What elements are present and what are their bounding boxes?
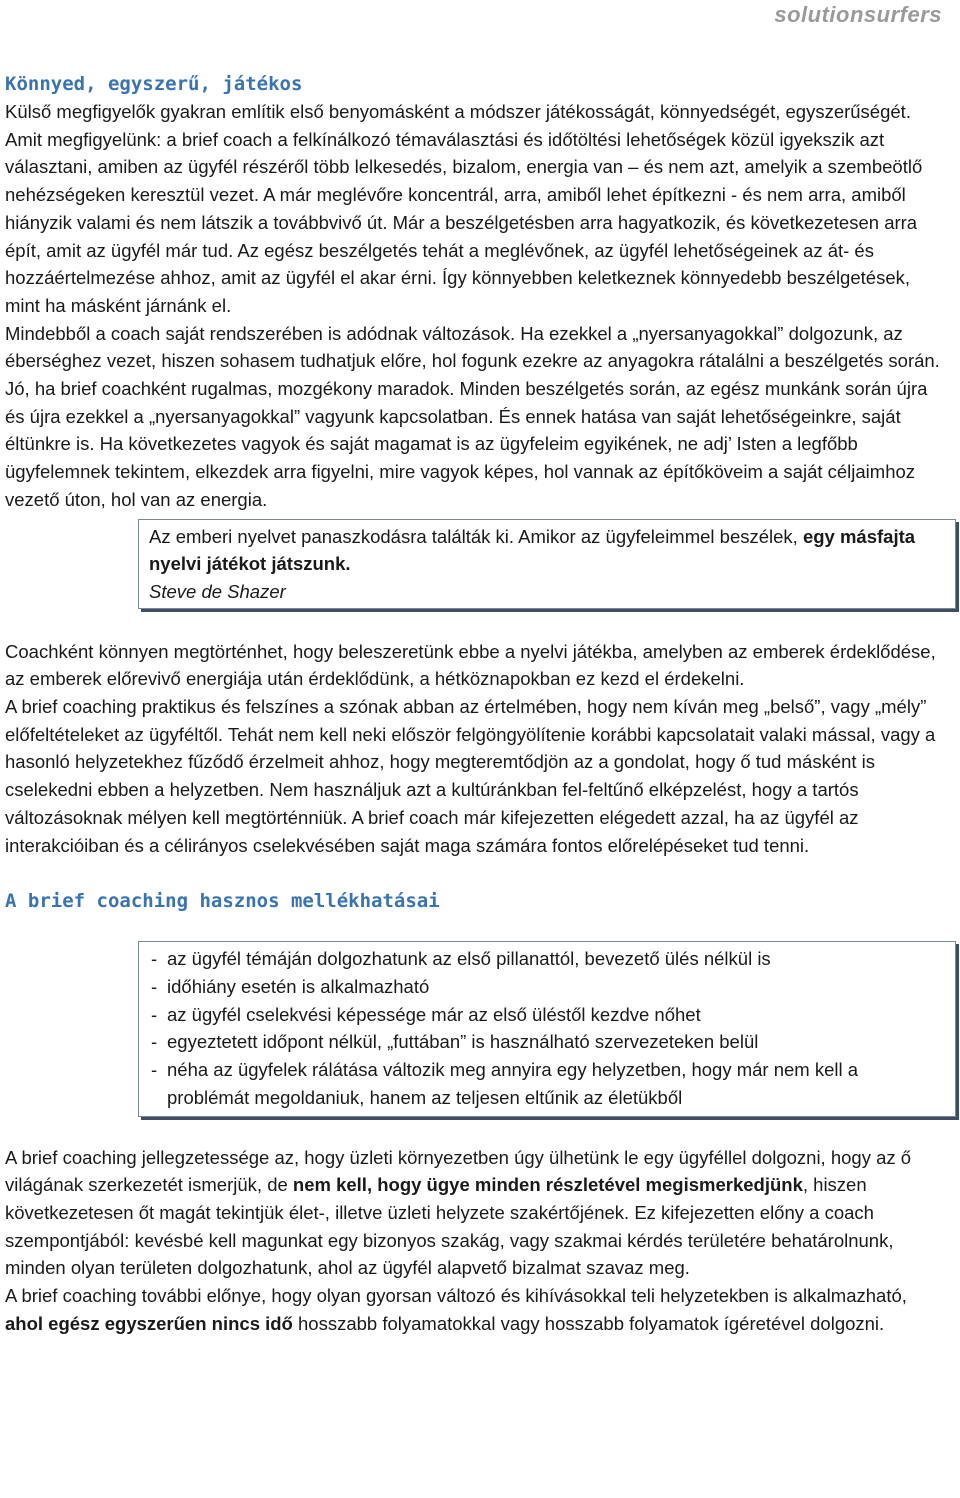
list-item: - időhiány esetén is alkalmazható <box>149 973 945 1001</box>
section-title-easy: Könnyed, egyszerű, játékos <box>5 73 303 95</box>
paragraph <box>5 1144 950 1283</box>
paragraph: Külső megfigyelők gyakran említik első benyomásként a módszer játékosságát, könnyedségét, egyszerűségét. Amit megfigyelünk: a brief coach a felkínálkozó témaválasztási és időtöltési lehetőségek közül igyekszik azt választani, amiben az ügyfél részéről több lelkesedés, bizalom, energia van – és nem azt, amelyik a szembeötlő nehézségeken keresztül vezet. A már meglévőre koncentrál, arra, amiből lehet építkezni - és nem arra, amiből hiányzik valami és nem látszik a továbbvivő út. Már a beszélgetésben arra hagyatkozik, és következetesen arra épít, amit az ügyfél már tud. Az egész beszélgetés tehát a meglévőnek, az ügyfél lehetőségeinek az át- és hozzáértelmezése ahhoz, amit az ügyfél el akar érni. Így könnyebben keletkeznek könnyedebb beszélgetések, mint ha másként járnánk el. <box>5 101 923 316</box>
quote-author: Steve de Shazer <box>149 580 286 602</box>
text-run: A brief coaching jellegzetessége az, hogy üzleti környezetben úgy ülhetünk le egy ügyféllel dolgozni, hogy az ő világának szerkezetét ismerjük, de <box>5 1146 912 1196</box>
list-item: - az ügyfél témáján dolgozhatunk az első pillanattól, bevezető ülés nélkül is <box>149 945 945 973</box>
paragraph: Coachként könnyen megtörténhet, hogy beleszeretünk ebbe a nyelvi játékba, amelyben az emberek érdeklődése, az emberek előrevivő energiája után érdeklődünk, a hétköznapokban ez kezd el érdekelni. <box>5 640 936 690</box>
section-title-side-effects: A brief coaching hasznos mellékhatásai <box>5 890 440 913</box>
list-item: - néha az ügyfelek rálátása változik meg annyira egy helyzetben, hogy már nem kell a problémát megoldaniuk, hanem az teljesen eltűnik az életükből <box>149 1056 945 1111</box>
list-item: - egyeztetett időpont nélkül, „futtában” is használható szervezeteken belül <box>149 1028 945 1056</box>
solutionsurfers-logo: solutionsurfers <box>774 2 942 27</box>
paragraph <box>5 1282 950 1337</box>
document-page <box>5 70 950 1337</box>
quote-text: Az emberi nyelvet panaszkodásra találták ki. Amikor az ügyfeleimmel beszélek, <box>149 525 803 547</box>
quote-box <box>138 519 956 609</box>
paragraph: Mindebből a coach saját rendszerében is adódnak változások. Ha ezekkel a „nyersanyagokkal” dolgozunk, az éberséghez vezet, hiszen sohasem tudhatjuk előre, hol fogunk ezekre az anyagokra rátalálni a beszélgetés során. Jó, ha brief coachként rugalmas, mozgékony maradok. Minden beszélgetés során, az egész munkánk során újra és újra ezekkel a „nyersanyagokkal” vagyunk kapcsolatban. És ennek hatása van saját lehetőségeinkre, saját éltünkre is. Ha következetes vagyok és saját magamat is az ügyfeleim egyikének, ne adj’ Isten a legfőbb ügyfelemnek tekintem, elkezdek arra figyelni, mire vagyok képes, hol vannak az építőköveim a saját céljaimhoz vezető úton, hol van az energia. <box>5 322 940 510</box>
side-effects-box <box>138 941 956 1116</box>
text-run: hosszabb folyamatokkal vagy hosszabb folyamatok ígéretével dolgozni. <box>292 1312 885 1334</box>
quote-bold-text: egy másfajta nyelvi játékot játszunk. <box>149 525 916 575</box>
text-run: , hiszen következetesen őt magát tekintjük élet-, illetve üzleti helyzete szakértőjének. Ez kifejezetten előny a coach szempontjából: kevésbé kell magunkat egy bizonyos szakág, vagy szakmai kérdés területére behatárolnunk, minden olyan területen dolgozhatunk, ahol az ügyfél alapvető bizalmat szavaz meg. <box>5 1174 894 1279</box>
text-run: A brief coaching további előnye, hogy olyan gyorsan változó és kihívásokkal teli helyzetekben is alkalmazható, <box>5 1285 907 1307</box>
bold-text-run: ahol egész egyszerűen nincs idő <box>5 1312 293 1334</box>
list-item: - az ügyfél cselekvési képessége már az első üléstől kezdve nőhet <box>149 1001 945 1029</box>
side-effects-list <box>149 945 945 1111</box>
paragraph: A brief coaching praktikus és felszínes a szónak abban az értelmében, hogy nem kíván meg „belső”, vagy „mély” előfeltételeket az ügyféltől. Tehát nem kell neki először felgöngyölítenie korábbi kapcsolatait valaki mással, vagy a hasonló helyzetekhez fűződő érzelmeit ahhoz, hogy megteremtődjön az a gondolat, hogy ő tud másként is cselekedni ebben a helyzetben. Nem használjuk azt a kultúránkban fel-feltűnő elképzelést, hogy a tartós változásoknak mélyen kell megtörténniük. A brief coach már kifejezetten elégedett azzal, ha az ügyfél az interakcióiban és a célirányos cselekvésében saját maga számára fontos előrelépéseket tud tenni. <box>5 696 936 856</box>
bold-text-run: nem kell, hogy ügye minden részletével megismerkedjünk <box>292 1174 803 1196</box>
